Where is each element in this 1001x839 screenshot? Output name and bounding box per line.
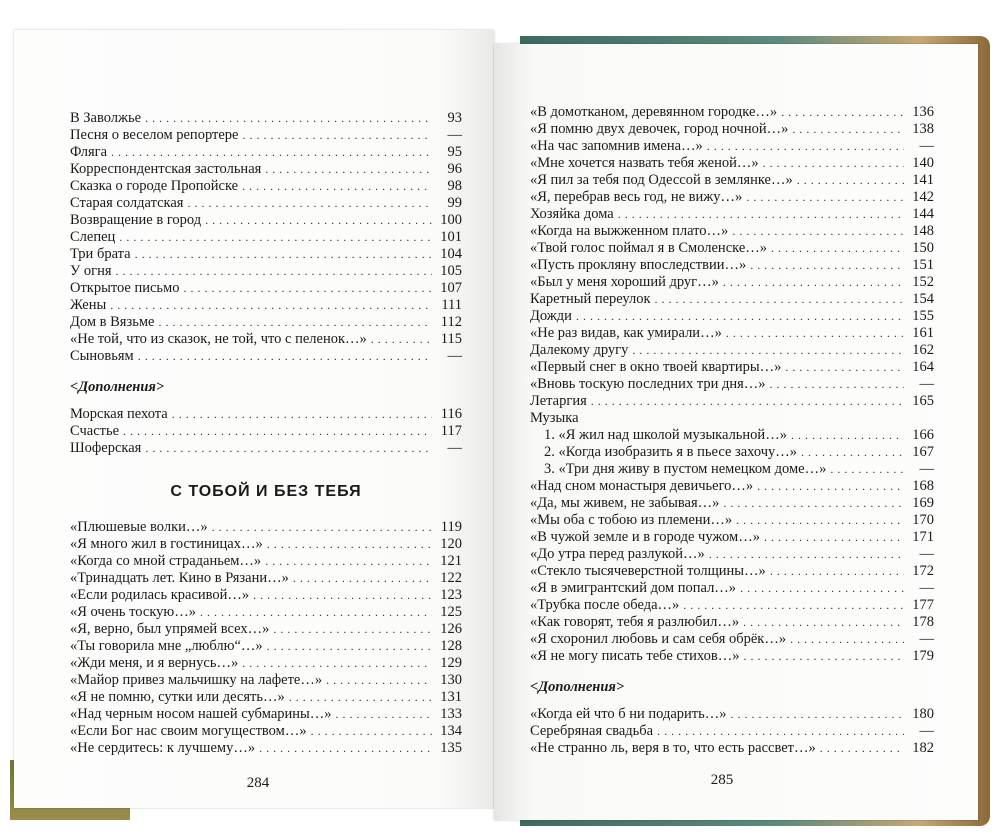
toc-entry-title: Шоферская — [70, 440, 142, 456]
toc-entry — [530, 138, 934, 155]
toc-entry-page: — — [919, 461, 934, 477]
toc-entry — [70, 263, 462, 280]
toc-entry-page: 128 — [440, 638, 462, 654]
toc-entry — [530, 291, 934, 308]
toc-entry-title: «Я, перебрав весь год, не вижу…» — [530, 189, 743, 205]
toc-leader-dots — [731, 706, 904, 723]
toc-leader-dots — [267, 536, 432, 553]
toc-entry-title: «Пусть прокляну впоследствии…» — [530, 257, 747, 273]
toc-leader-dots — [655, 291, 905, 308]
toc-entry-title: Песня о веселом репортере — [70, 127, 239, 143]
toc-entry-title: У огня — [70, 263, 112, 279]
toc-leader-dots — [750, 257, 904, 274]
toc-entry-title: «Плюшевые волки…» — [70, 519, 208, 535]
left-page — [14, 30, 494, 808]
toc-leader-dots — [743, 614, 904, 631]
toc-entry — [70, 689, 462, 706]
toc-entry-page: 154 — [912, 291, 934, 307]
toc-leader-dots — [273, 621, 432, 638]
toc-entry — [530, 376, 934, 393]
toc-entry-page: 141 — [912, 172, 934, 188]
toc-entry-page: 136 — [912, 104, 934, 120]
toc-entry — [70, 423, 462, 440]
toc-entry-title: «В домотканом, деревянном городке…» — [530, 104, 778, 120]
toc-entry-page: — — [447, 348, 462, 364]
toc-entry-title: Дожди — [530, 308, 572, 324]
toc-entry-page: 133 — [440, 706, 462, 722]
toc-entry-page: 168 — [912, 478, 934, 494]
toc-entry — [530, 325, 934, 342]
toc-entry — [530, 172, 934, 189]
toc-entry-page: 126 — [440, 621, 462, 637]
toc-leader-dots — [591, 393, 904, 410]
toc-entry — [530, 274, 934, 291]
toc-leader-dots — [790, 631, 904, 648]
toc-entry-title: «Мне хочется назвать тебя женой…» — [530, 155, 759, 171]
toc-entry-title: «Когда на выжженном плато…» — [530, 223, 729, 239]
toc-entry — [70, 348, 462, 365]
toc-leader-dots — [820, 740, 904, 757]
toc-entry-page: 171 — [912, 529, 934, 545]
toc-entry — [530, 563, 934, 580]
left-entries-c — [70, 519, 462, 757]
toc-entry-page: — — [919, 376, 934, 392]
toc-entry-title: «Тринадцать лет. Кино в Рязани…» — [70, 570, 289, 586]
toc-entry-page: 104 — [440, 246, 462, 262]
toc-entry — [70, 331, 462, 348]
toc-entry-title: «Первый снег в окно твоей квартиры…» — [530, 359, 782, 375]
toc-leader-dots — [242, 178, 432, 195]
toc-leader-dots — [618, 206, 904, 223]
toc-entry — [530, 393, 934, 410]
toc-entry-page: 177 — [912, 597, 934, 613]
toc-entry-title: «Да, мы живем, не забывая…» — [530, 495, 720, 511]
right-contents — [530, 104, 934, 757]
toc-leader-dots — [138, 348, 432, 365]
toc-leader-dots — [576, 308, 904, 325]
toc-entry-page: 144 — [912, 206, 934, 222]
toc-entry-title: «Не той, что из сказок, не той, что с пеленок…» — [70, 331, 367, 347]
toc-leader-dots — [740, 580, 904, 597]
toc-entry-page: 111 — [441, 297, 462, 313]
toc-leader-dots — [336, 706, 432, 723]
toc-entry — [530, 444, 934, 461]
toc-entry-title: Сказка о городе Пропойске — [70, 178, 239, 194]
toc-entry-page: 170 — [912, 512, 934, 528]
toc-entry — [530, 359, 934, 376]
toc-entry — [530, 597, 934, 614]
toc-entry-title: Сыновьям — [70, 348, 134, 364]
toc-entry-page: 125 — [440, 604, 462, 620]
toc-leader-dots — [723, 495, 904, 512]
toc-entry-page: 148 — [912, 223, 934, 239]
toc-leader-dots — [770, 563, 904, 580]
toc-entry-title: «Я пил за тебя под Одессой в землянке…» — [530, 172, 793, 188]
toc-entry-page: 155 — [912, 308, 934, 324]
toc-entry — [530, 706, 934, 723]
toc-entry — [70, 553, 462, 570]
toc-entry — [530, 529, 934, 546]
toc-entry-title: «До утра перед разлукой…» — [530, 546, 705, 562]
page-number-left: 284 — [246, 775, 270, 791]
toc-leader-dots — [116, 263, 432, 280]
toc-entry-page: 162 — [912, 342, 934, 358]
toc-entry-page: 98 — [447, 178, 462, 194]
toc-entry-page: — — [919, 631, 934, 647]
toc-entry-page: 120 — [440, 536, 462, 552]
toc-entry-title: Корреспондентская застольная — [70, 161, 262, 177]
toc-entry-page: 117 — [440, 423, 462, 439]
toc-entry — [70, 570, 462, 587]
toc-entry-title: «Я очень тоскую…» — [70, 604, 197, 620]
toc-entry-page: 95 — [447, 144, 462, 160]
toc-entry — [70, 706, 462, 723]
toc-entry-page: 150 — [912, 240, 934, 256]
toc-entry-title: Летаргия — [530, 393, 587, 409]
toc-leader-dots — [707, 138, 904, 155]
toc-leader-dots — [797, 172, 904, 189]
toc-entry-title: «Если родилась красивой…» — [70, 587, 250, 603]
toc-leader-dots — [183, 280, 432, 297]
toc-entry-title: «Я схоронил любовь и сам себя обрёк…» — [530, 631, 787, 647]
toc-leader-dots — [771, 240, 904, 257]
toc-entry-page: 116 — [440, 406, 462, 422]
toc-entry — [70, 740, 462, 757]
toc-entry — [530, 189, 934, 206]
toc-entry-title: «Не странно ль, веря в то, что есть рассвет…» — [530, 740, 816, 756]
toc-entry-title: «Трубка после обеда…» — [530, 597, 680, 613]
toc-leader-dots — [657, 723, 904, 740]
toc-entry — [530, 614, 934, 631]
toc-entry-page: 169 — [912, 495, 934, 511]
toc-leader-dots — [785, 359, 904, 376]
toc-leader-dots — [743, 648, 904, 665]
section-heading: С ТОБОЙ И БЕЗ ТЕБЯ — [170, 483, 362, 500]
toc-entry-page: 161 — [912, 325, 934, 341]
toc-entry-page: 131 — [440, 689, 462, 705]
music-entries — [530, 427, 934, 478]
toc-entry — [530, 257, 934, 274]
right-entries-a — [530, 104, 934, 410]
toc-leader-dots — [732, 223, 904, 240]
toc-entry — [70, 161, 462, 178]
toc-entry-title: «Над черным носом нашей субмарины…» — [70, 706, 332, 722]
toc-entry — [70, 297, 462, 314]
toc-entry-page: 179 — [912, 648, 934, 664]
toc-entry — [530, 512, 934, 529]
toc-entry-page: 101 — [440, 229, 462, 245]
toc-entry-page: 100 — [440, 212, 462, 228]
toc-leader-dots — [801, 444, 904, 461]
toc-entry-title: «Я много жил в гостиницах…» — [70, 536, 263, 552]
toc-entry-page: 121 — [440, 553, 462, 569]
toc-entry — [70, 621, 462, 638]
toc-entry — [70, 723, 462, 740]
toc-entry — [70, 144, 462, 161]
toc-leader-dots — [111, 144, 432, 161]
toc-leader-dots — [119, 229, 432, 246]
toc-entry — [530, 223, 934, 240]
toc-entry-title: Фляга — [70, 144, 108, 160]
toc-entry-page: 123 — [440, 587, 462, 603]
toc-entry-title: «Я не могу писать тебе стихов…» — [530, 648, 740, 664]
music-label: Музыка — [530, 410, 579, 426]
toc-entry — [530, 546, 934, 563]
toc-entry-page: 178 — [912, 614, 934, 630]
toc-leader-dots — [326, 672, 432, 689]
toc-leader-dots — [135, 246, 432, 263]
toc-entry — [530, 104, 934, 121]
toc-entry — [70, 519, 462, 536]
toc-entry-page: 99 — [447, 195, 462, 211]
toc-entry-page: 135 — [440, 740, 462, 756]
toc-entry-page: 130 — [440, 672, 462, 688]
toc-entry-title: Морская пехота — [70, 406, 168, 422]
toc-entry-title: «Когда ей что б ни подарить…» — [530, 706, 727, 722]
toc-entry-title: «Если Бог нас своим могуществом…» — [70, 723, 307, 739]
toc-leader-dots — [145, 440, 432, 457]
toc-entry — [70, 672, 462, 689]
toc-entry-title: Каретный переулок — [530, 291, 651, 307]
toc-entry-title: «Жди меня, и я вернусь…» — [70, 655, 239, 671]
toc-entry-page: 119 — [440, 519, 462, 535]
toc-leader-dots — [123, 423, 432, 440]
left-supplement-label: <Дополнения> — [70, 379, 165, 395]
toc-leader-dots — [781, 104, 904, 121]
toc-entry — [70, 280, 462, 297]
toc-leader-dots — [145, 110, 432, 127]
toc-entry-page: 166 — [912, 427, 934, 443]
toc-entry — [70, 536, 462, 553]
toc-entry — [70, 314, 462, 331]
left-entries-a — [70, 110, 462, 365]
toc-entry-title: «Я помню двух девочек, город ночной…» — [530, 121, 789, 137]
toc-entry-page: 172 — [912, 563, 934, 579]
toc-entry-page: 151 — [912, 257, 934, 273]
toc-leader-dots — [311, 723, 432, 740]
toc-leader-dots — [259, 740, 432, 757]
toc-entry-page: 180 — [912, 706, 934, 722]
toc-entry-page: 140 — [912, 155, 934, 171]
toc-leader-dots — [763, 155, 904, 172]
toc-entry — [530, 478, 934, 495]
toc-entry-page: 164 — [912, 359, 934, 375]
toc-entry — [70, 604, 462, 621]
toc-leader-dots — [187, 195, 432, 212]
toc-entry-title: «Мы оба с тобою из племени…» — [530, 512, 733, 528]
toc-entry — [530, 121, 934, 138]
left-contents — [70, 110, 462, 757]
toc-leader-dots — [709, 546, 904, 563]
toc-entry-title: «Не раз видав, как умирали…» — [530, 325, 722, 341]
toc-leader-dots — [770, 376, 904, 393]
toc-entry-page: — — [919, 723, 934, 739]
toc-entry — [70, 178, 462, 195]
toc-leader-dots — [723, 274, 904, 291]
toc-entry-title: Далекому другу — [530, 342, 629, 358]
toc-entry-page: 167 — [912, 444, 934, 460]
toc-entry-page: 122 — [440, 570, 462, 586]
toc-entry — [70, 638, 462, 655]
toc-entry-title: «Над сном монастыря девичьего…» — [530, 478, 754, 494]
toc-entry — [530, 580, 934, 597]
toc-entry-title: Хозяйка дома — [530, 206, 614, 222]
toc-entry-title: «Когда со мной страданьем…» — [70, 553, 262, 569]
toc-leader-dots — [158, 314, 432, 331]
toc-entry-title: «Твой голос поймал я в Смоленске…» — [530, 240, 767, 256]
toc-entry-title: 1. «Я жил над школой музыкальной…» — [544, 427, 787, 443]
toc-leader-dots — [110, 297, 432, 314]
toc-entry — [70, 127, 462, 144]
toc-leader-dots — [289, 689, 432, 706]
toc-entry-title: «В чужой земле и в городе чужом…» — [530, 529, 760, 545]
left-entries-b — [70, 406, 462, 457]
toc-entry-page: 96 — [447, 161, 462, 177]
toc-entry-page: 93 — [447, 110, 462, 126]
toc-entry-page: 152 — [912, 274, 934, 290]
right-entries-b — [530, 478, 934, 665]
toc-entry-title: Открытое письмо — [70, 280, 180, 296]
toc-entry-title: «Ты говорила мне „люблю“…» — [70, 638, 263, 654]
toc-entry — [530, 155, 934, 172]
toc-leader-dots — [792, 121, 904, 138]
toc-entry — [530, 648, 934, 665]
toc-entry — [530, 427, 934, 444]
toc-entry-page: — — [447, 127, 462, 143]
toc-entry-title: «Вновь тоскую последних три дня…» — [530, 376, 766, 392]
toc-entry-page: 134 — [440, 723, 462, 739]
toc-entry — [530, 240, 934, 257]
toc-entry-title: В Заволжье — [70, 110, 142, 126]
toc-entry — [70, 406, 462, 423]
toc-entry-title: «Как говорят, тебя я разлюбил…» — [530, 614, 740, 630]
toc-entry — [530, 206, 934, 223]
toc-leader-dots — [253, 587, 432, 604]
right-entries-c — [530, 706, 934, 757]
toc-entry-title: Три брата — [70, 246, 131, 262]
toc-entry-page: — — [919, 138, 934, 154]
toc-leader-dots — [791, 427, 904, 444]
toc-entry-title: «Был у меня хороший друг…» — [530, 274, 719, 290]
toc-leader-dots — [242, 127, 432, 144]
toc-entry-title: Слепец — [70, 229, 116, 245]
toc-entry-title: Жены — [70, 297, 107, 313]
toc-leader-dots — [242, 655, 432, 672]
toc-entry — [530, 723, 934, 740]
toc-entry — [530, 631, 934, 648]
right-supplement-label: <Дополнения> — [530, 679, 625, 695]
toc-entry-page: 107 — [440, 280, 462, 296]
toc-entry-title: «Не сердитесь: к лучшему…» — [70, 740, 256, 756]
toc-leader-dots — [736, 512, 904, 529]
toc-entry-page: 182 — [912, 740, 934, 756]
toc-entry-page: — — [919, 580, 934, 596]
toc-entry-title: 2. «Когда изобразить я в пьесе захочу…» — [544, 444, 798, 460]
toc-entry-title: 3. «Три дня живу в пустом немецком доме…» — [544, 461, 827, 477]
toc-entry — [530, 342, 934, 359]
toc-leader-dots — [746, 189, 904, 206]
toc-leader-dots — [212, 519, 432, 536]
toc-entry — [70, 212, 462, 229]
toc-leader-dots — [205, 212, 432, 229]
toc-entry-page: 142 — [912, 189, 934, 205]
toc-entry-page: 112 — [440, 314, 462, 330]
toc-entry-page: 129 — [440, 655, 462, 671]
toc-entry — [70, 587, 462, 604]
toc-entry-title: «Стекло тысячеверстной толщины…» — [530, 563, 766, 579]
toc-entry-title: «На час запомнив имена…» — [530, 138, 703, 154]
toc-entry — [70, 440, 462, 457]
toc-entry-page: — — [919, 546, 934, 562]
right-page — [494, 44, 978, 820]
toc-leader-dots — [267, 638, 432, 655]
toc-leader-dots — [371, 331, 432, 348]
toc-entry-title: «Майор привез мальчишку на лафете…» — [70, 672, 323, 688]
toc-entry-page: 115 — [440, 331, 462, 347]
toc-entry-page: 165 — [912, 393, 934, 409]
toc-entry — [530, 740, 934, 757]
toc-entry-page: 105 — [440, 263, 462, 279]
toc-leader-dots — [265, 553, 432, 570]
toc-leader-dots — [757, 478, 904, 495]
toc-entry — [530, 461, 934, 478]
toc-leader-dots — [830, 461, 904, 478]
toc-entry — [70, 655, 462, 672]
toc-entry-title: Счастье — [70, 423, 120, 439]
toc-leader-dots — [764, 529, 904, 546]
toc-leader-dots — [172, 406, 432, 423]
toc-entry-title: Старая солдатская — [70, 195, 184, 211]
toc-entry-title: «Я в эмигрантский дом попал…» — [530, 580, 737, 596]
toc-entry — [70, 110, 462, 127]
toc-entry-title: Серебряная свадьба — [530, 723, 654, 739]
toc-leader-dots — [293, 570, 432, 587]
toc-entry-title: Возвращение в город — [70, 212, 202, 228]
toc-leader-dots — [200, 604, 432, 621]
toc-entry-title: Дом в Вязьме — [70, 314, 155, 330]
toc-leader-dots — [632, 342, 904, 359]
toc-entry — [530, 495, 934, 512]
toc-entry-title: «Я, верно, был упрямей всех…» — [70, 621, 270, 637]
toc-entry — [530, 308, 934, 325]
toc-entry-title: «Я не помню, сутки или десять…» — [70, 689, 285, 705]
toc-leader-dots — [683, 597, 904, 614]
toc-entry — [70, 246, 462, 263]
page-number-right: 285 — [710, 772, 734, 788]
toc-entry — [70, 229, 462, 246]
toc-leader-dots — [265, 161, 432, 178]
toc-leader-dots — [726, 325, 904, 342]
toc-entry — [70, 195, 462, 212]
toc-entry-page: 138 — [912, 121, 934, 137]
toc-entry-page: — — [447, 440, 462, 456]
